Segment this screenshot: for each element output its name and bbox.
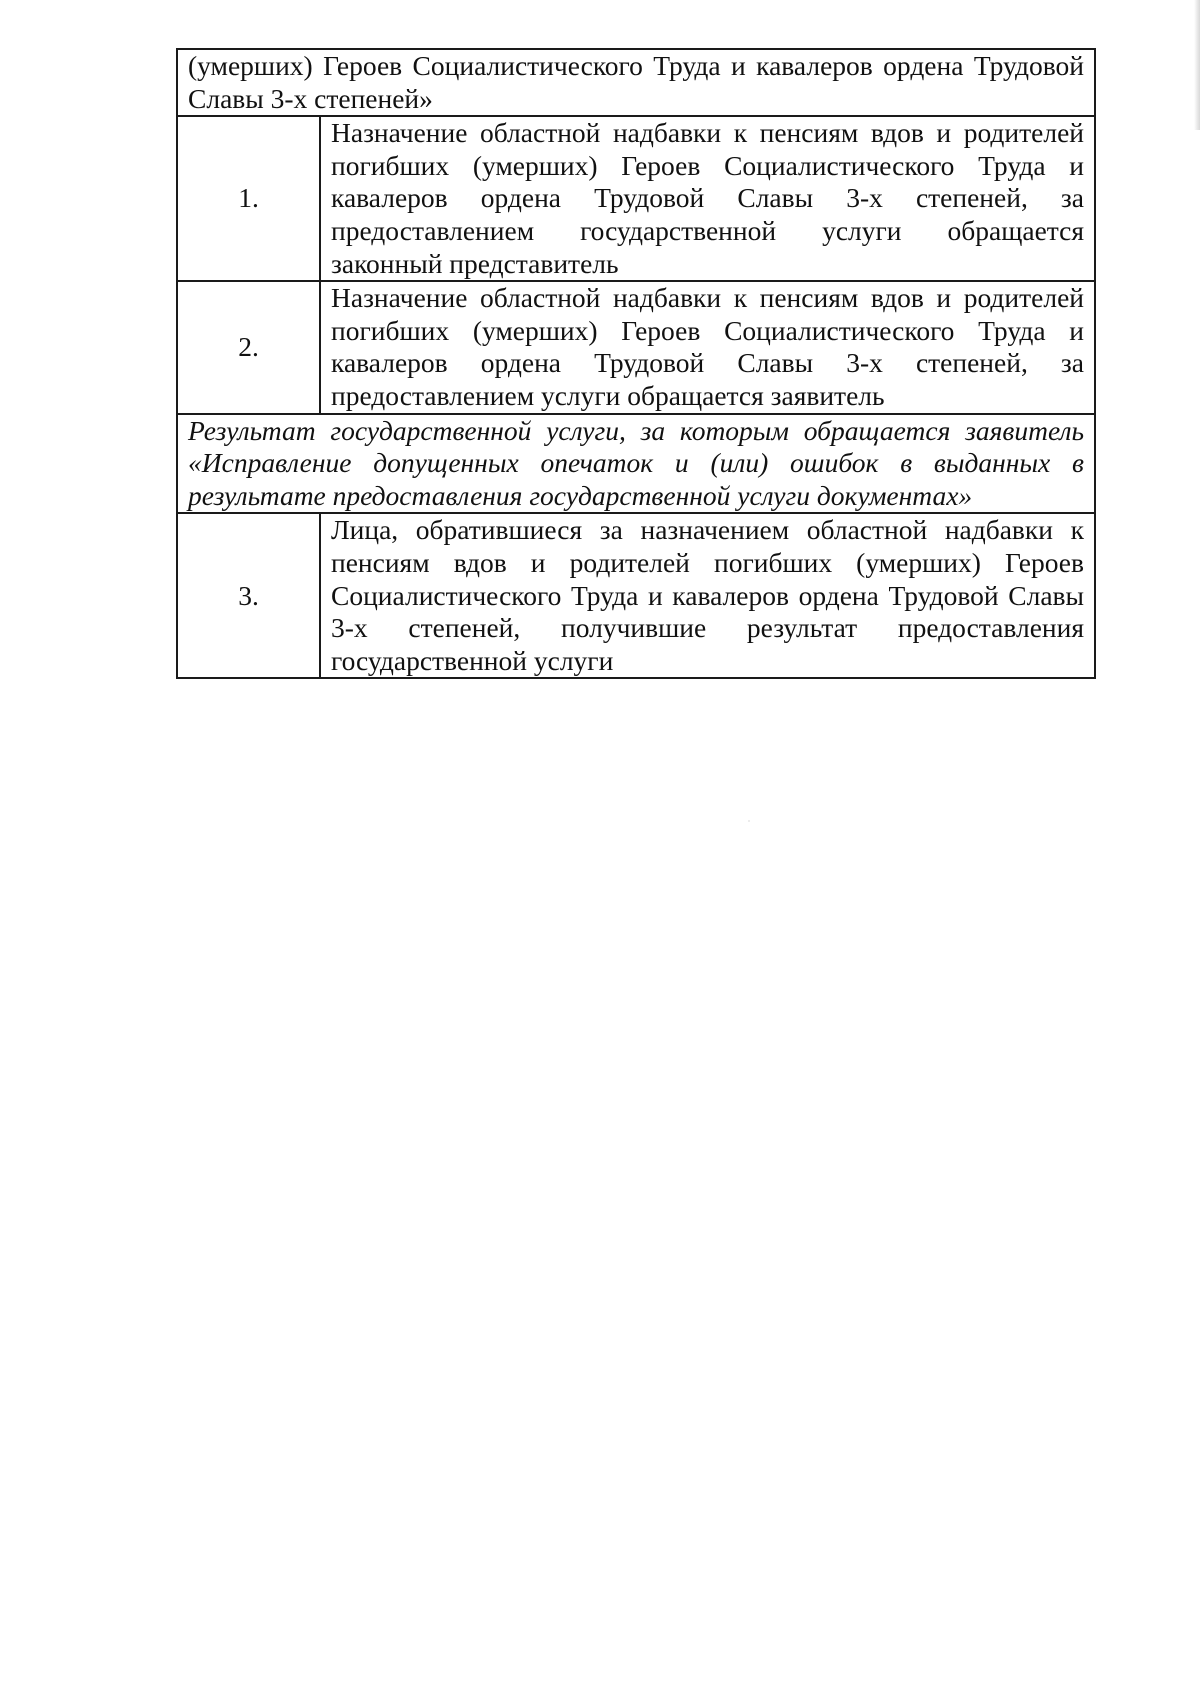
section-heading-text: Результат государственной услуги, за которым обращается заявитель «Исправление допущенных опечаток и (или) ошибок в выданных в результате предоставления государственной услуги документах» xyxy=(188,414,1084,511)
row-description-cell xyxy=(320,281,1095,413)
scan-speck xyxy=(748,820,750,822)
table-row xyxy=(177,513,1095,678)
row-number: 1. xyxy=(238,182,259,214)
row-number: 3. xyxy=(238,579,259,611)
section-heading-cell xyxy=(177,414,1095,514)
row-description: Назначение областной надбавки к пенсиям вдов и родителей погибших (умерших) Героев Социалистического Труда и кавалеров ордена Трудовой Славы 3-х степеней, за предоставлением государственной услуги обращается законный представитель xyxy=(331,117,1084,279)
row-number-cell xyxy=(177,513,320,678)
row-description-cell xyxy=(320,116,1095,281)
header-continuation-text: (умерших) Героев Социалистического Труда и кавалеров ордена Трудовой Славы 3-х степеней» xyxy=(188,50,1084,114)
applicants-table xyxy=(176,48,1096,679)
table-row xyxy=(177,281,1095,413)
row-description: Лица, обратившиеся за назначением областной надбавки к пенсиям вдов и родителей погибших (умерших) Героев Социалистического Труда и кавалеров ордена Трудовой Славы 3-х степеней, получившие результат предоставления государственной услуги xyxy=(331,514,1084,676)
table-row xyxy=(177,116,1095,281)
header-continuation-cell xyxy=(177,49,1095,116)
row-description-cell xyxy=(320,513,1095,678)
scan-edge-shadow xyxy=(1194,0,1200,130)
table-row-section-heading xyxy=(177,414,1095,514)
table-row-header-continuation xyxy=(177,49,1095,116)
row-number: 2. xyxy=(238,331,259,363)
row-description: Назначение областной надбавки к пенсиям вдов и родителей погибших (умерших) Героев Социалистического Труда и кавалеров ордена Трудовой Славы 3-х степеней, за предоставлением услуги обращается заявитель xyxy=(331,282,1084,411)
row-number-cell xyxy=(177,281,320,413)
row-number-cell xyxy=(177,116,320,281)
